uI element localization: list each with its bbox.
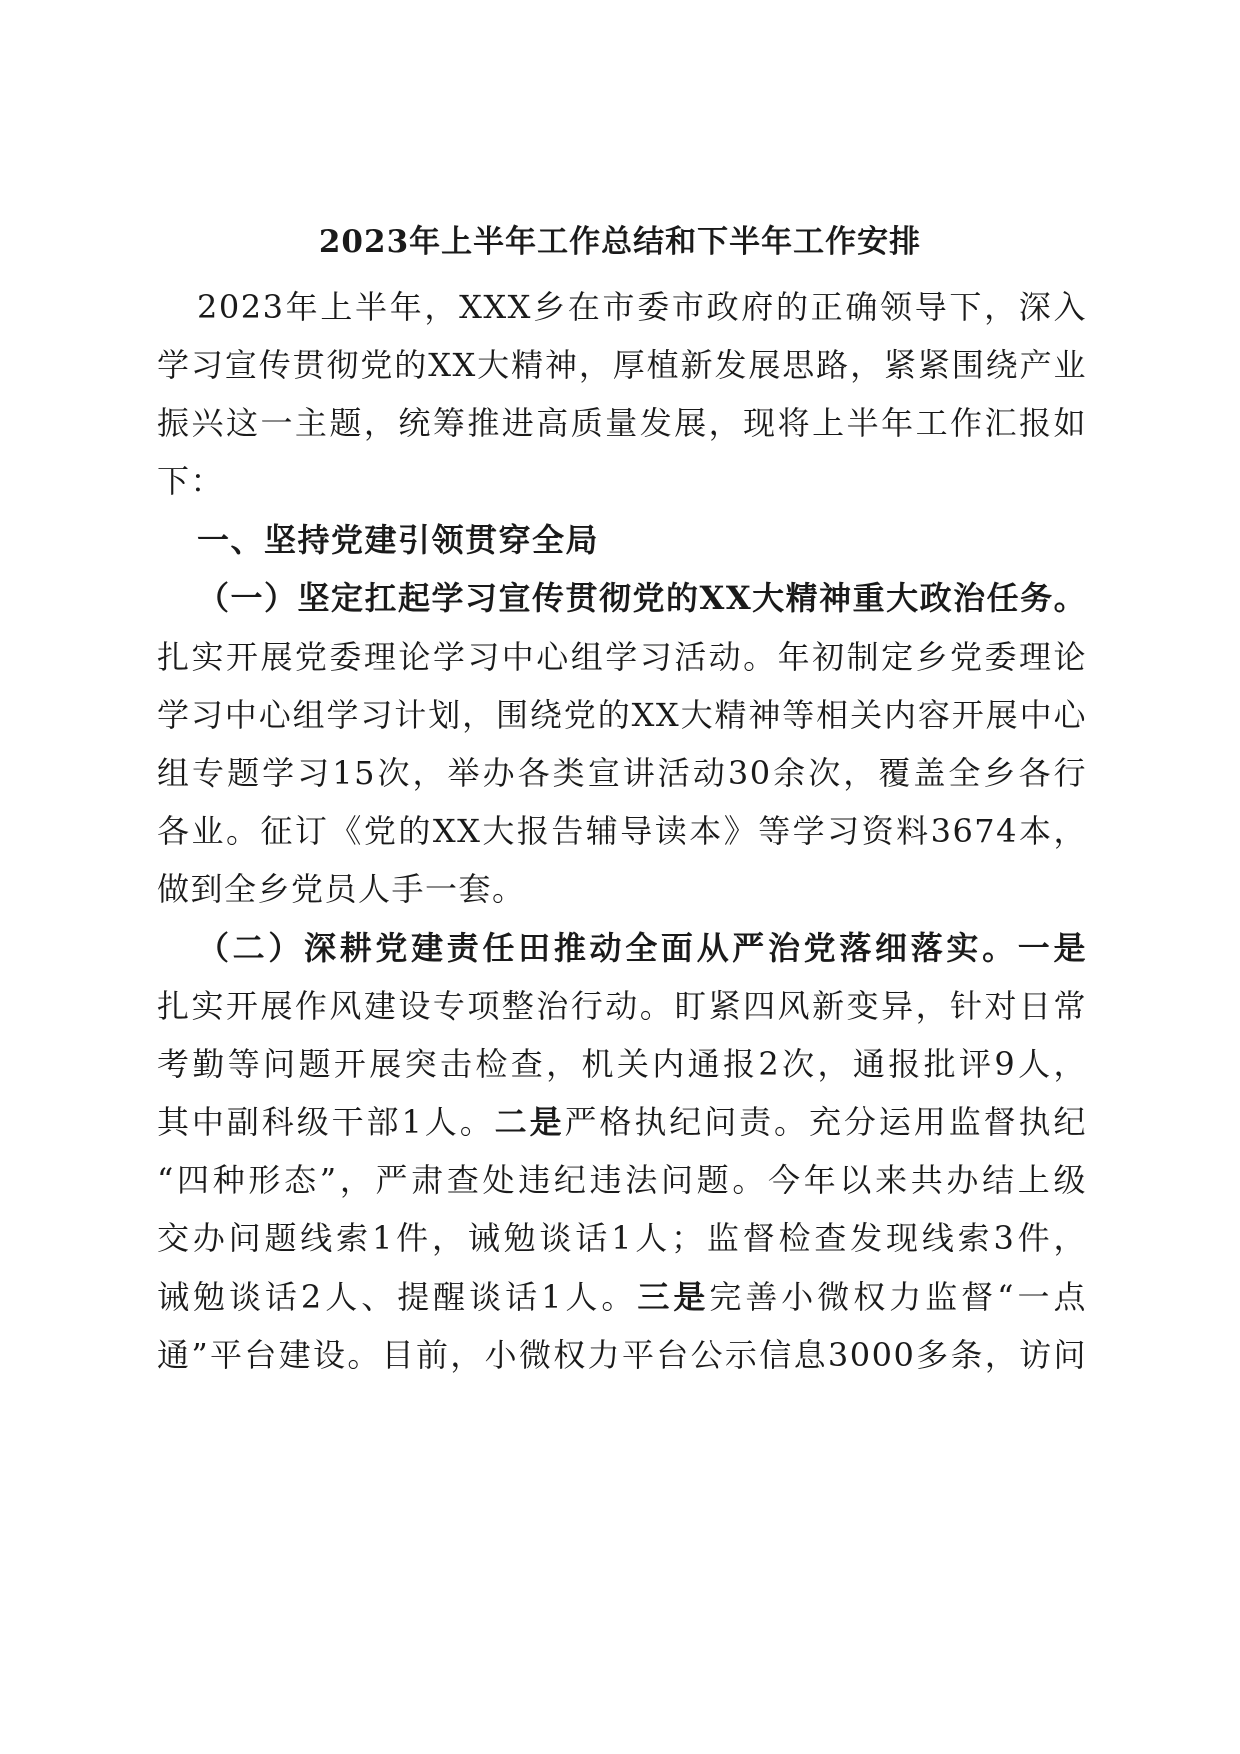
subsection-2-line-6 [157,1277,1087,1317]
intro-line-3: 振兴这一主题，统筹推进高质量发展，现将上半年工作汇报如 [157,404,1087,442]
subsection-2-line-6-part-a: 诫勉谈话2人、提醒谈话1人。 [157,1278,638,1316]
subsection-1-line-4: 各业。征订《党的XX大报告辅导读本》等学习资料3674本， [157,812,1087,850]
subsection-2-heading: （二）深耕党建责任田推动全面从严治党落细落实。 [197,929,1018,967]
subsection-2-line-3-part-a: 其中副科级干部1人。 [157,1103,495,1141]
subsection-2-heading-tail: 一是 [1017,929,1087,967]
subsection-2-line-3-part-b: 严格执纪问责。充分运用监督执纪 [564,1103,1087,1141]
document-title: 2023年上半年工作总结和下半年工作安排 [318,224,922,260]
subsection-2-marker-2: 二是 [494,1103,565,1141]
subsection-2-line-3 [157,1102,1087,1142]
subsection-2-marker-3: 三是 [637,1278,710,1316]
intro-line-1: 2023年上半年，XXX乡在市委市政府的正确领导下，深入 [197,288,1087,326]
subsection-1-heading: （一）坚定扛起学习宣传贯彻党的XX大精神重大政治任务。 [197,579,1088,617]
subsection-2-line-2: 考勤等问题开展突击检查，机关内通报2次，通报批评9人， [157,1045,1087,1083]
subsection-2-line-5: 交办问题线索1件，诫勉谈话1人；监督检查发现线索3件， [157,1219,1087,1257]
intro-line-2: 学习宣传贯彻党的XX大精神，厚植新发展思路，紧紧围绕产业 [157,346,1087,384]
subsection-1-line-3: 组专题学习15次，举办各类宣讲活动30余次，覆盖全乡各行 [157,754,1087,792]
subsection-1-line-5: 做到全乡党员人手一套。 [157,870,526,908]
subsection-1-line-1: 扎实开展党委理论学习中心组学习活动。年初制定乡党委理论 [157,638,1087,676]
section-1-heading: 一、坚持党建引领贯穿全局 [197,521,600,559]
subsection-1-line-2: 学习中心组学习计划，围绕党的XX大精神等相关内容开展中心 [157,696,1087,734]
subsection-2-line-6-part-b: 完善小微权力监督“一点 [709,1278,1087,1316]
subsection-2-line-1: 扎实开展作风建设专项整治行动。盯紧四风新变异，针对日常 [157,987,1087,1025]
subsection-2-heading-line [197,928,1087,968]
subsection-2-line-4: “四种形态”，严肃查处违纪违法问题。今年以来共办结上级 [157,1161,1087,1199]
intro-line-4: 下： [157,462,225,500]
subsection-2-line-7: 通”平台建设。目前，小微权力平台公示信息3000多条，访问 [157,1336,1087,1374]
